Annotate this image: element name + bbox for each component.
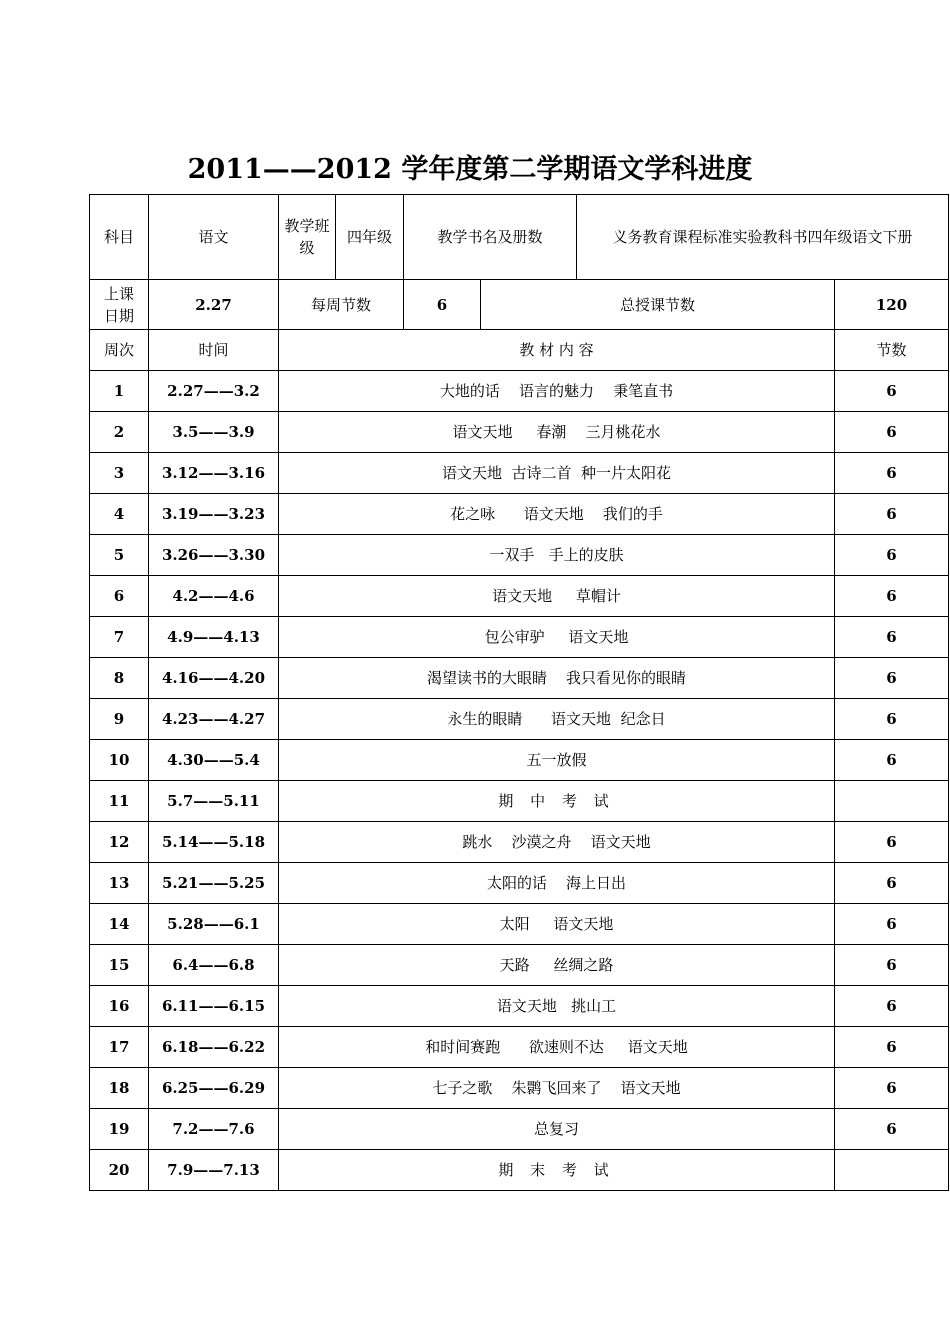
week-content: 语文天地 挑山工 bbox=[279, 986, 835, 1027]
week-time: 4.23——4.27 bbox=[149, 699, 279, 740]
week-time: 3.19——3.23 bbox=[149, 494, 279, 535]
table-row bbox=[90, 740, 949, 781]
week-lessons: 6 bbox=[835, 699, 949, 740]
week-content: 期 末 考 试 bbox=[279, 1150, 835, 1191]
week-time: 7.2——7.6 bbox=[149, 1109, 279, 1150]
week-number: 20 bbox=[90, 1150, 149, 1191]
week-number: 4 bbox=[90, 494, 149, 535]
week-lessons: 6 bbox=[835, 1027, 949, 1068]
week-content: 语文天地 草帽计 bbox=[279, 576, 835, 617]
subject-value: 语文 bbox=[149, 195, 279, 280]
week-number: 8 bbox=[90, 658, 149, 699]
week-lessons: 6 bbox=[835, 494, 949, 535]
week-number: 2 bbox=[90, 412, 149, 453]
week-number: 3 bbox=[90, 453, 149, 494]
column-header-lessons: 节数 bbox=[835, 330, 949, 371]
week-content: 太阳 语文天地 bbox=[279, 904, 835, 945]
week-time: 6.4——6.8 bbox=[149, 945, 279, 986]
week-number: 7 bbox=[90, 617, 149, 658]
week-lessons bbox=[835, 1150, 949, 1191]
table-row bbox=[90, 822, 949, 863]
week-content: 包公审驴 语文天地 bbox=[279, 617, 835, 658]
week-time: 7.9——7.13 bbox=[149, 1150, 279, 1191]
week-content: 五一放假 bbox=[279, 740, 835, 781]
week-time: 6.18——6.22 bbox=[149, 1027, 279, 1068]
column-header-row bbox=[90, 330, 949, 371]
week-number: 9 bbox=[90, 699, 149, 740]
table-row bbox=[90, 904, 949, 945]
week-time: 3.26——3.30 bbox=[149, 535, 279, 576]
week-time: 4.16——4.20 bbox=[149, 658, 279, 699]
header-row-2 bbox=[90, 280, 949, 330]
week-time: 5.7——5.11 bbox=[149, 781, 279, 822]
week-time: 4.9——4.13 bbox=[149, 617, 279, 658]
week-content: 永生的眼睛 语文天地 纪念日 bbox=[279, 699, 835, 740]
weekly-lessons-value: 6 bbox=[404, 280, 481, 330]
table-row bbox=[90, 494, 949, 535]
week-number: 18 bbox=[90, 1068, 149, 1109]
class-label: 教学班级 bbox=[279, 195, 336, 280]
table-row bbox=[90, 658, 949, 699]
week-content: 太阳的话 海上日出 bbox=[279, 863, 835, 904]
week-number: 14 bbox=[90, 904, 149, 945]
book-value: 义务教育课程标准实验教科书四年级语文下册 bbox=[577, 195, 949, 280]
week-time: 2.27——3.2 bbox=[149, 371, 279, 412]
week-lessons: 6 bbox=[835, 986, 949, 1027]
week-content: 和时间赛跑 欲速则不达 语文天地 bbox=[279, 1027, 835, 1068]
week-number: 19 bbox=[90, 1109, 149, 1150]
weekly-lessons-label: 每周节数 bbox=[279, 280, 404, 330]
week-content: 期 中 考 试 bbox=[279, 781, 835, 822]
table-row bbox=[90, 945, 949, 986]
week-lessons: 6 bbox=[835, 412, 949, 453]
table-row bbox=[90, 986, 949, 1027]
week-content: 花之咏 语文天地 我们的手 bbox=[279, 494, 835, 535]
week-lessons: 6 bbox=[835, 904, 949, 945]
page-title: 2011——2012 学年度第二学期语文学科进度 bbox=[187, 154, 753, 185]
column-header-week: 周次 bbox=[90, 330, 149, 371]
week-lessons: 6 bbox=[835, 371, 949, 412]
week-number: 17 bbox=[90, 1027, 149, 1068]
table-row bbox=[90, 781, 949, 822]
week-lessons: 6 bbox=[835, 1109, 949, 1150]
week-content: 语文天地 春潮 三月桃花水 bbox=[279, 412, 835, 453]
week-content: 一双手 手上的皮肤 bbox=[279, 535, 835, 576]
book-label: 教学书名及册数 bbox=[404, 195, 577, 280]
week-time: 4.2——4.6 bbox=[149, 576, 279, 617]
table-row bbox=[90, 1109, 949, 1150]
start-date-value: 2.27 bbox=[149, 280, 279, 330]
week-content: 跳水 沙漠之舟 语文天地 bbox=[279, 822, 835, 863]
week-content: 渴望读书的大眼睛 我只看见你的眼睛 bbox=[279, 658, 835, 699]
subject-label: 科目 bbox=[90, 195, 149, 280]
week-time: 6.25——6.29 bbox=[149, 1068, 279, 1109]
table-row bbox=[90, 1150, 949, 1191]
week-time: 5.14——5.18 bbox=[149, 822, 279, 863]
table-row bbox=[90, 1068, 949, 1109]
week-time: 3.12——3.16 bbox=[149, 453, 279, 494]
total-lessons-label: 总授课节数 bbox=[481, 280, 835, 330]
week-number: 5 bbox=[90, 535, 149, 576]
week-time: 4.30——5.4 bbox=[149, 740, 279, 781]
table-row bbox=[90, 699, 949, 740]
week-lessons: 6 bbox=[835, 576, 949, 617]
class-value: 四年级 bbox=[336, 195, 404, 280]
week-lessons: 6 bbox=[835, 945, 949, 986]
week-number: 6 bbox=[90, 576, 149, 617]
week-lessons: 6 bbox=[835, 535, 949, 576]
week-rows bbox=[90, 371, 949, 1191]
week-content: 语文天地 古诗二首 种一片太阳花 bbox=[279, 453, 835, 494]
table-row bbox=[90, 453, 949, 494]
week-time: 6.11——6.15 bbox=[149, 986, 279, 1027]
week-lessons: 6 bbox=[835, 863, 949, 904]
week-number: 13 bbox=[90, 863, 149, 904]
week-lessons: 6 bbox=[835, 658, 949, 699]
table-row bbox=[90, 535, 949, 576]
week-number: 1 bbox=[90, 371, 149, 412]
table-row bbox=[90, 1027, 949, 1068]
start-date-label: 上课日期 bbox=[90, 280, 149, 330]
column-header-time: 时间 bbox=[149, 330, 279, 371]
week-lessons: 6 bbox=[835, 617, 949, 658]
week-lessons: 6 bbox=[835, 740, 949, 781]
week-time: 5.21——5.25 bbox=[149, 863, 279, 904]
table-row bbox=[90, 617, 949, 658]
table-row bbox=[90, 412, 949, 453]
week-number: 11 bbox=[90, 781, 149, 822]
week-lessons: 6 bbox=[835, 822, 949, 863]
week-lessons bbox=[835, 781, 949, 822]
week-time: 5.28——6.1 bbox=[149, 904, 279, 945]
column-header-content: 教 材 内 容 bbox=[279, 330, 835, 371]
schedule-table bbox=[89, 194, 949, 1191]
table-row bbox=[90, 576, 949, 617]
week-content: 天路 丝绸之路 bbox=[279, 945, 835, 986]
table-row bbox=[90, 371, 949, 412]
week-number: 15 bbox=[90, 945, 149, 986]
week-content: 大地的话 语言的魅力 秉笔直书 bbox=[279, 371, 835, 412]
week-content: 总复习 bbox=[279, 1109, 835, 1150]
week-lessons: 6 bbox=[835, 1068, 949, 1109]
week-content: 七子之歌 朱鹮飞回来了 语文天地 bbox=[279, 1068, 835, 1109]
week-number: 16 bbox=[90, 986, 149, 1027]
week-number: 12 bbox=[90, 822, 149, 863]
header-row-1 bbox=[90, 195, 949, 280]
week-time: 3.5——3.9 bbox=[149, 412, 279, 453]
week-lessons: 6 bbox=[835, 453, 949, 494]
total-lessons-value: 120 bbox=[835, 280, 949, 330]
week-number: 10 bbox=[90, 740, 149, 781]
table-row bbox=[90, 863, 949, 904]
